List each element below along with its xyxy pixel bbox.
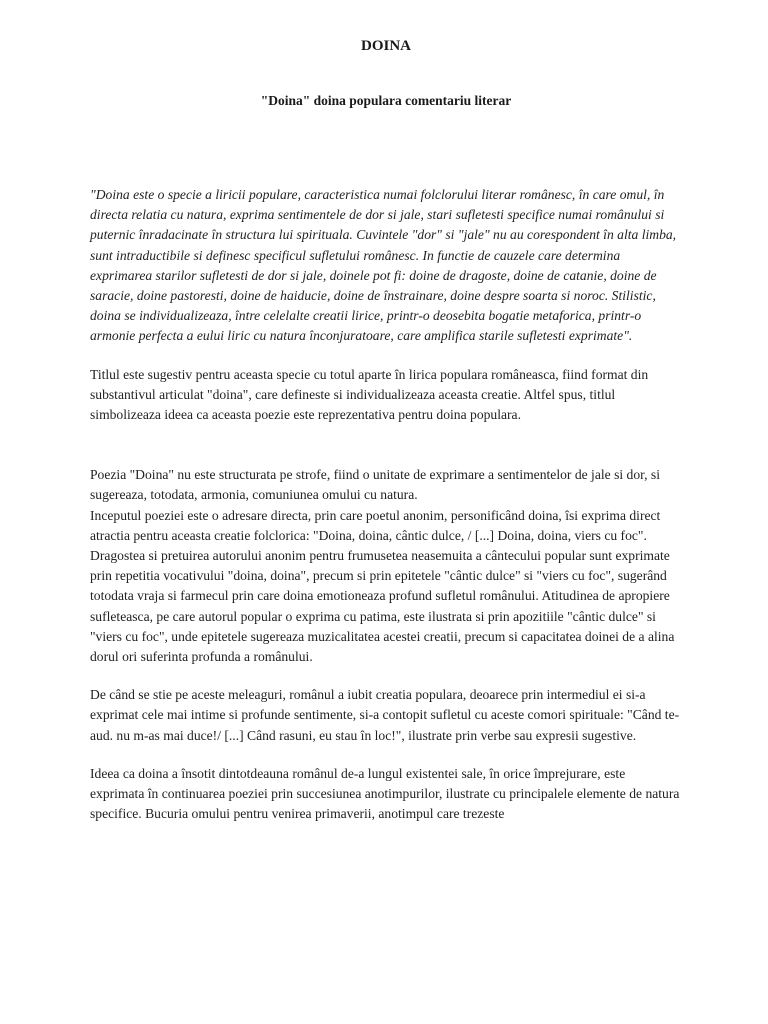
title-analysis-paragraph: Titlul este sugestiv pentru aceasta specie cu totul aparte în lirica populara româneasca, fiind format din substantivul articulat "doina", care defineste si individualizeaza aceasta creatie. Altfel spus, titlul simbolizeaza ideea ca aceasta poezie este reprezentativa pentru doina populara. <box>90 366 649 423</box>
introduction-analysis-paragraph: Inceputul poeziei este o adresare directa, prin care poetul anonim, personificând doina, îsi exprima direct atractia pentru aceasta creatie folclorica: "Doina, doina, cântic dulce, / [...] Doina, doina, viers cu foc". Dragostea si pretuirea autorului anonim pentru frumusetea neasemuita a cântecului popular sunt exprimate prin repetitia vocativului "doina, doina", precum si prin epitetele "cântic dulce" si "viers cu foc", sugerând totodata vraja si farmecul prin care doina emotioneaza profund sufletul românului. Atitudinea de apropiere sufleteasca, pe care autorul popular o exprima cu patima, este ilustrata si prin apozitiile "cântic dulce" si "viers cu foc", unde epitetele sugereaza muzicalitatea acestei creatii, precum si capacitatea doinei de a alina dorul ori suferinta profunda a românului. <box>90 507 675 665</box>
main-idea-paragraph: Ideea ca doina a însotit dintotdeauna românul de-a lungul existentei sale, în orice împrejurare, este exprimata în continuarea poeziei prin succesiunea anotimpurilor, ilustrate cu principalele elemente de natura specifice. Bucuria omului pentru venirea primaverii, anotimpul care trezeste <box>90 765 680 822</box>
definition-quote-paragraph: "Doina este o specie a liricii populare, caracteristica numai folclorului literar românesc, în care omul, în directa relatia cu natura, exprima sentimentele de dor si jale, stari sufletesti specifice numai românului si puternic înradacinate în structura lui spirituala. Cuvintele "dor" si "jale" nu au corespondent în alta limba, sunt intraductibile si definesc specificul sufletului românesc. In functie de cauzele care determina exprimarea starilor sufletesti de dor si jale, doinele pot fi: doine de dragoste, doine de catanie, doine de saracie, doine pastoresti, doine de haiducie, doine de înstrainare, doine despre soarta si noroc. Stilistic, doina se individualizeaza, între celelalte creatii lirice, printr-o deosebita bogatie metaforica, printr-o armonie perfecta a eului liric cu natura înconjuratoare, care amplifica starile sufletesti exprimate". <box>90 187 677 344</box>
document-subtitle: "Doina" doina populara comentariu literar <box>260 93 512 108</box>
origins-paragraph: De când se stie pe aceste meleaguri, românul a iubit creatia populara, deoarece prin intermediul ei si-a exprimat cele mai intime si profunde sentimente, si-a contopit sufletul cu aceste comori spirituale: "Când te-aud. nu m-as mai duce!/ [...] Când rasuni, eu stau în loc!", ilustrate prin verbe sau expresii sugestive. <box>90 687 680 743</box>
document-title: DOINA <box>360 38 411 54</box>
structure-paragraph: Poezia "Doina" nu este structurata pe strofe, fiind o unitate de exprimare a sentimentelor de jale si dor, si sugereaza, totodata, armonia, comuniunea omului cu natura. <box>90 467 660 503</box>
